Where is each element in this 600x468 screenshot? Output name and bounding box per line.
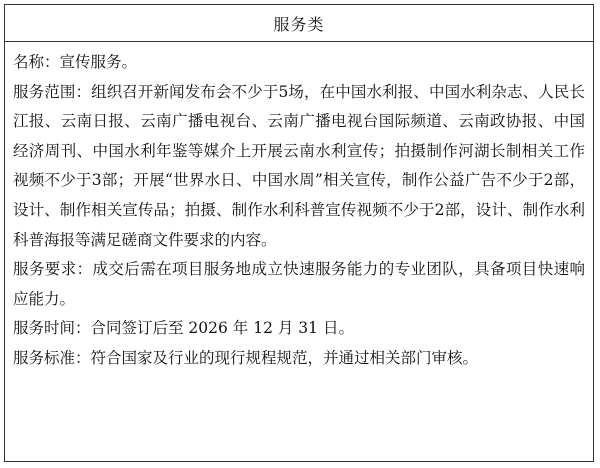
table-body — [5, 42, 593, 374]
service-name-line: 名称：宣传服务。 — [13, 53, 138, 71]
service-time-line: 服务时间：合同签订后至 2026 年 12 月 31 日。 — [13, 319, 354, 338]
service-requirement-line: 服务要求：成交后需在项目服务地成立快速服务能力的专业团队，具备项目快速响应能力。 — [13, 260, 585, 308]
service-table — [4, 4, 594, 462]
service-scope-line: 服务范围：组织召开新闻发布会不少于5场，在中国水利报、中国水利杂志、人民长江报、云南日报、云南广播电视台、云南广播电视台国际频道、云南政协报、中国经济周刊、中国水利年鉴等媒介上开展云南水利宣传；拍摄制作河湖长制相关工作视频不少于3部；开展“世界水日、中国水周”相关宣传，制作公益广告不少于2部，设计、制作相关宣传品；拍摄、制作水利科普宣传视频不少于2部，设计、制作水利科普海报等满足磋商文件要求的内容。 — [13, 82, 585, 249]
table-header: 服务类 — [5, 5, 593, 42]
service-standard-line: 服务标准：符合国家及行业的现行规程规范，并通过相关部门审核。 — [13, 348, 479, 367]
